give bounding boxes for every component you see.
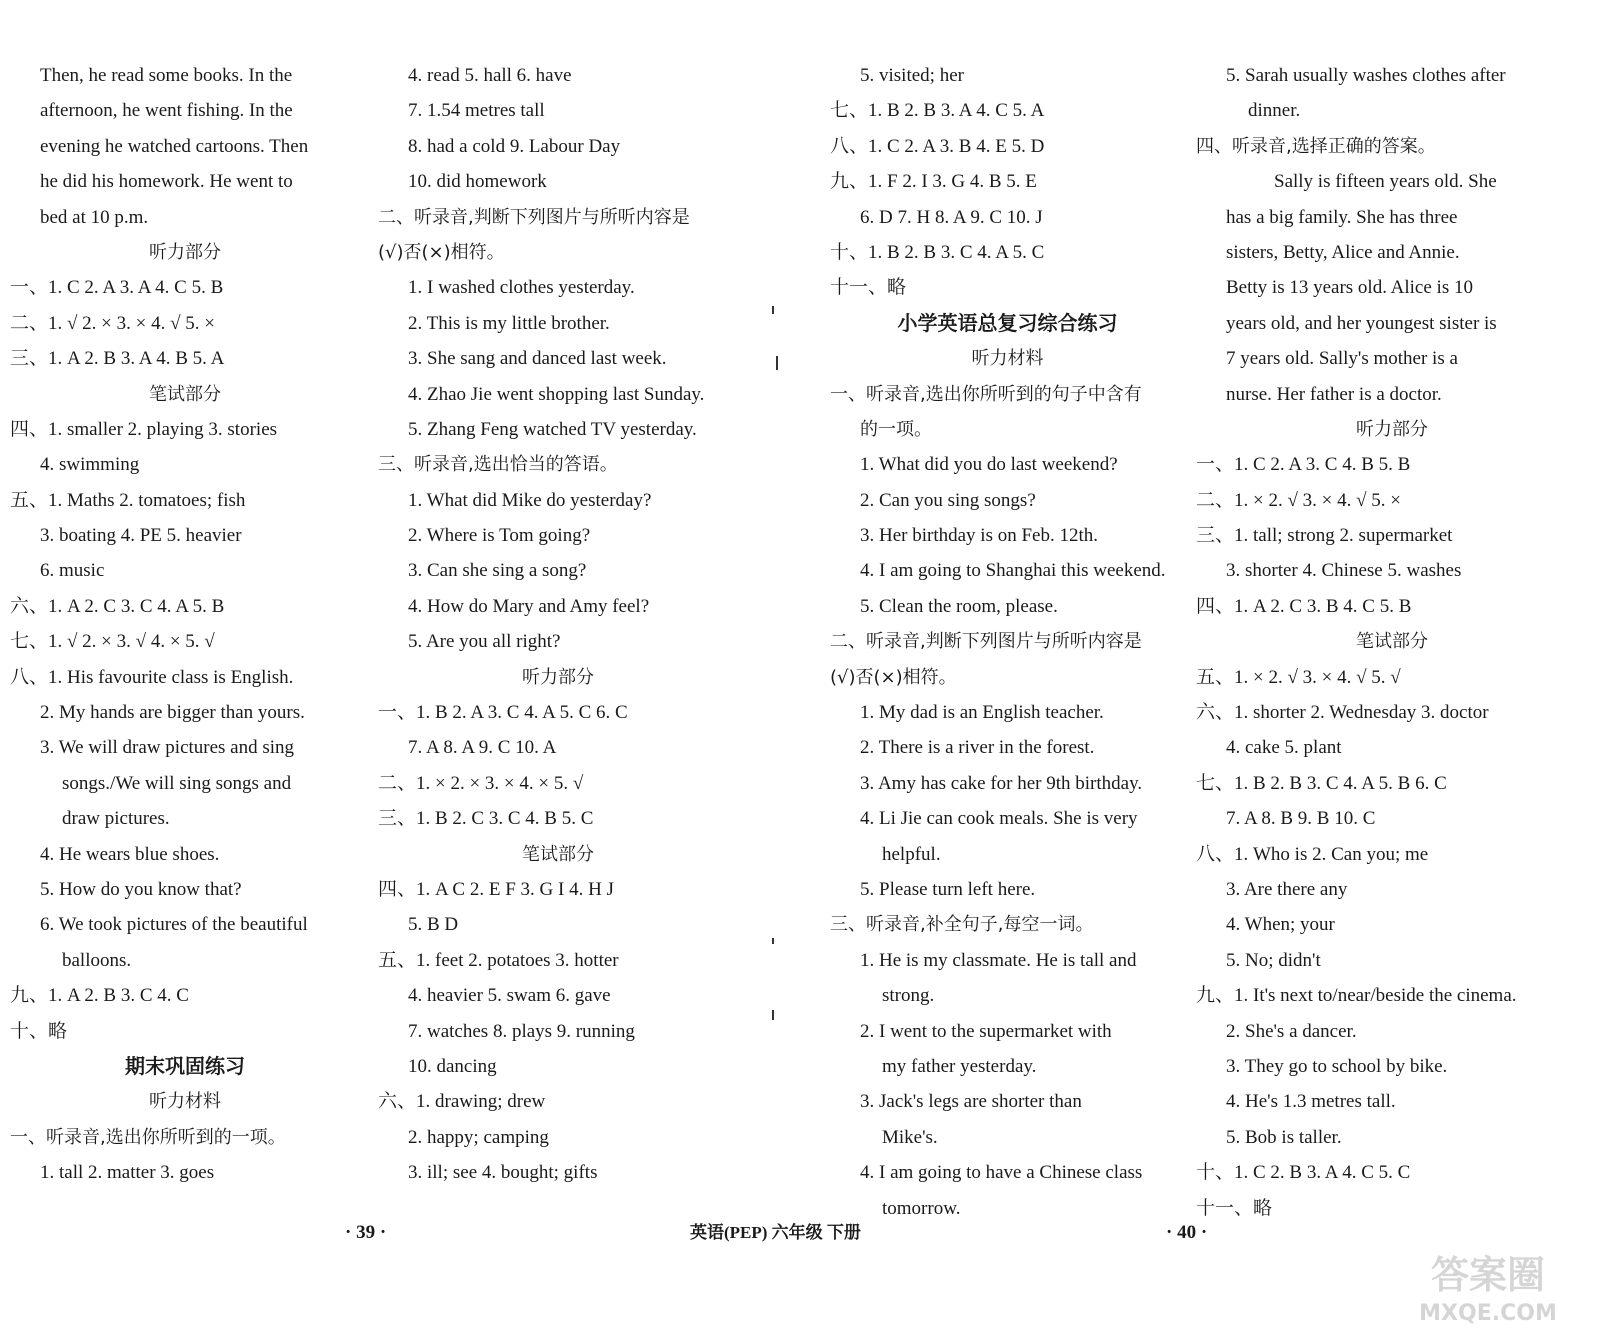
answer-line: 2. Where is Tom going? bbox=[408, 525, 591, 547]
svg-text:MXQE.COM: MXQE.COM bbox=[1419, 1301, 1557, 1326]
section-heading: 听力部分 bbox=[522, 666, 594, 688]
answer-line: 3. ill; see 4. bought; gifts bbox=[408, 1162, 598, 1184]
answer-line: has a big family. She has three bbox=[1226, 206, 1458, 228]
answer-line: 4. heavier 5. swam 6. gave bbox=[408, 985, 611, 1007]
answer-column-3 bbox=[830, 58, 1185, 1226]
question-instruction: 的一项。 bbox=[860, 418, 932, 440]
answer-line: 1. What did you do last weekend? bbox=[860, 454, 1118, 476]
margin-mark bbox=[772, 306, 774, 314]
watermark-logo bbox=[1393, 1246, 1583, 1326]
question-instruction: 二、听录音,判断下列图片与所听内容是 bbox=[830, 631, 1142, 653]
answer-line: 四、1. A 2. C 3. B 4. C 5. B bbox=[1196, 595, 1412, 617]
answer-line: draw pictures. bbox=[62, 808, 170, 830]
answer-line: 5. visited; her bbox=[860, 65, 964, 86]
section-heading: 听力部分 bbox=[149, 241, 221, 263]
answer-line: 3. Her birthday is on Feb. 12th. bbox=[860, 525, 1099, 547]
question-instruction: 一、听录音,选出你所听到的句子中含有 bbox=[830, 383, 1142, 405]
answer-line: 十、1. C 2. B 3. A 4. C 5. C bbox=[1196, 1162, 1411, 1184]
answer-line: Then, he read some books. In the bbox=[40, 65, 293, 86]
answer-line: 4. cake 5. plant bbox=[1226, 737, 1342, 759]
answer-line: 三、1. A 2. B 3. A 4. B 5. A bbox=[10, 348, 225, 370]
answer-line: 5. B D bbox=[408, 914, 459, 936]
answer-line: songs./We will sing songs and bbox=[62, 772, 292, 794]
answer-line: 二、1. × 2. √ 3. × 4. √ 5. × bbox=[1196, 489, 1402, 511]
answer-line: 8. had a cold 9. Labour Day bbox=[408, 135, 621, 157]
answer-line: 5. No; didn't bbox=[1226, 949, 1321, 971]
section-title: 期末巩固练习 bbox=[125, 1053, 245, 1078]
answer-line: 三、1. B 2. C 3. C 4. B 5. C bbox=[378, 808, 594, 830]
answer-line: 4. How do Mary and Amy feel? bbox=[408, 595, 650, 617]
answer-line: 四、1. smaller 2. playing 3. stories bbox=[10, 418, 278, 440]
answer-line: 一、1. B 2. A 3. C 4. A 5. C 6. C bbox=[378, 702, 628, 724]
answer-line: Sally is fifteen years old. She bbox=[1274, 171, 1497, 193]
answer-line: years old, and her youngest sister is bbox=[1226, 312, 1497, 334]
answer-column-4 bbox=[1196, 58, 1588, 1226]
margin-mark bbox=[772, 1010, 774, 1020]
answer-line: 3. Jack's legs are shorter than bbox=[860, 1091, 1082, 1113]
answer-line: 九、1. A 2. B 3. C 4. C bbox=[10, 985, 189, 1007]
question-instruction: (√)否(×)相符。 bbox=[830, 666, 957, 688]
answer-line: 1. What did Mike do yesterday? bbox=[408, 489, 652, 511]
answer-line: 六、1. drawing; drew bbox=[378, 1091, 546, 1113]
answer-line: tomorrow. bbox=[882, 1197, 961, 1219]
section-heading: 听力材料 bbox=[149, 1091, 221, 1113]
margin-mark bbox=[776, 356, 778, 370]
question-instruction: 三、听录音,选出恰当的答语。 bbox=[378, 454, 618, 476]
answer-line: 2. Can you sing songs? bbox=[860, 489, 1036, 511]
question-instruction: (√)否(×)相符。 bbox=[378, 241, 505, 263]
answer-line: 1. He is my classmate. He is tall and bbox=[860, 949, 1137, 971]
answer-line: 4. swimming bbox=[40, 454, 140, 476]
answer-line: 2. There is a river in the forest. bbox=[860, 737, 1095, 759]
answer-line: 7 years old. Sally's mother is a bbox=[1226, 348, 1458, 370]
answer-line: 十、1. B 2. B 3. C 4. A 5. C bbox=[830, 241, 1045, 263]
answer-line: 10. dancing bbox=[408, 1055, 497, 1077]
answer-line: 2. She's a dancer. bbox=[1226, 1020, 1357, 1042]
answer-column-2 bbox=[378, 58, 738, 1191]
answer-line: 七、1. B 2. B 3. C 4. A 5. B 6. C bbox=[1196, 772, 1447, 794]
svg-text:答案圈: 答案圈 bbox=[1430, 1253, 1546, 1297]
question-instruction: 三、听录音,补全句子,每空一词。 bbox=[830, 914, 1094, 936]
answer-line: 5. Clean the room, please. bbox=[860, 595, 1058, 617]
answer-line: sisters, Betty, Alice and Annie. bbox=[1226, 241, 1460, 263]
answer-line: 7. 1.54 metres tall bbox=[408, 100, 545, 122]
answer-line: 八、1. C 2. A 3. B 4. E 5. D bbox=[830, 135, 1045, 157]
answer-line: 三、1. tall; strong 2. supermarket bbox=[1196, 525, 1453, 547]
answer-line: 4. Zhao Jie went shopping last Sunday. bbox=[408, 383, 705, 405]
answer-column-1 bbox=[10, 58, 360, 1191]
answer-line: 十一、略 bbox=[830, 277, 907, 299]
answer-line: 2. My hands are bigger than yours. bbox=[40, 702, 305, 724]
page-number-left: · 39 · bbox=[345, 1222, 387, 1243]
answer-line: 5. Sarah usually washes clothes after bbox=[1226, 65, 1506, 86]
answer-line: 四、1. A C 2. E F 3. G I 4. H J bbox=[378, 878, 614, 900]
answer-line: 3. She sang and danced last week. bbox=[408, 348, 667, 370]
answer-line: 2. This is my little brother. bbox=[408, 312, 610, 334]
section-title: 小学英语总复习综合练习 bbox=[897, 310, 1118, 335]
answer-line: Betty is 13 years old. Alice is 10 bbox=[1226, 277, 1473, 299]
answer-line: evening he watched cartoons. Then bbox=[40, 135, 309, 157]
answer-line: 八、1. Who is 2. Can you; me bbox=[1196, 843, 1429, 865]
answer-line: 4. read 5. hall 6. have bbox=[408, 65, 572, 86]
book-title-footer: 英语(PEP) 六年级 下册 bbox=[690, 1223, 861, 1242]
answer-line: 1. I washed clothes yesterday. bbox=[408, 277, 635, 299]
answer-line: 2. I went to the supermarket with bbox=[860, 1020, 1112, 1042]
answer-line: dinner. bbox=[1248, 100, 1301, 122]
answer-line: 五、1. × 2. √ 3. × 4. √ 5. √ bbox=[1196, 666, 1401, 688]
answer-line: 五、1. Maths 2. tomatoes; fish bbox=[10, 489, 246, 511]
answer-line: 1. My dad is an English teacher. bbox=[860, 702, 1104, 724]
section-heading: 笔试部分 bbox=[522, 843, 594, 865]
answer-line: 九、1. It's next to/near/beside the cinema. bbox=[1196, 985, 1517, 1007]
answer-line: 4. I am going to have a Chinese class bbox=[860, 1162, 1143, 1184]
section-heading: 听力材料 bbox=[971, 348, 1044, 370]
answer-line: 五、1. feet 2. potatoes 3. hotter bbox=[378, 949, 619, 971]
answer-line: he did his homework. He went to bbox=[40, 171, 293, 193]
answer-line: 7. A 8. B 9. B 10. C bbox=[1226, 808, 1376, 830]
answer-line: 九、1. F 2. I 3. G 4. B 5. E bbox=[830, 171, 1037, 193]
answer-line: 6. music bbox=[40, 560, 105, 582]
answer-line: 一、1. C 2. A 3. A 4. C 5. B bbox=[10, 277, 224, 299]
answer-line: 十一、略 bbox=[1196, 1197, 1273, 1219]
answer-line: Mike's. bbox=[882, 1126, 938, 1148]
section-heading: 笔试部分 bbox=[149, 383, 221, 405]
answer-line: 10. did homework bbox=[408, 171, 547, 193]
answer-line: 4. He's 1.3 metres tall. bbox=[1226, 1091, 1396, 1113]
answer-line: 3. Are there any bbox=[1226, 878, 1348, 900]
answer-line: 5. Are you all right? bbox=[408, 631, 561, 653]
question-instruction: 一、听录音,选出你所听到的一项。 bbox=[10, 1126, 286, 1148]
answer-line: 7. A 8. A 9. C 10. A bbox=[408, 737, 557, 759]
answer-line: balloons. bbox=[62, 949, 132, 971]
answer-line: helpful. bbox=[882, 843, 941, 865]
answer-line: 5. Bob is taller. bbox=[1226, 1126, 1342, 1148]
answer-line: afternoon, he went fishing. In the bbox=[40, 100, 293, 122]
page-number-right: · 40 · bbox=[1166, 1222, 1208, 1243]
answer-line: 六、1. shorter 2. Wednesday 3. doctor bbox=[1196, 702, 1489, 724]
answer-line: 二、1. × 2. × 3. × 4. × 5. √ bbox=[378, 772, 584, 794]
section-heading: 笔试部分 bbox=[1356, 631, 1428, 653]
answer-line: 5. How do you know that? bbox=[40, 878, 242, 900]
answer-line: 5. Please turn left here. bbox=[860, 878, 1036, 900]
margin-mark bbox=[772, 938, 774, 944]
answer-line: 3. Amy has cake for her 9th birthday. bbox=[860, 772, 1143, 794]
answer-line: 3. boating 4. PE 5. heavier bbox=[40, 525, 242, 547]
answer-line: 八、1. His favourite class is English. bbox=[10, 666, 294, 688]
section-heading: 听力部分 bbox=[1356, 418, 1428, 440]
answer-line: 6. We took pictures of the beautiful bbox=[40, 914, 308, 936]
answer-line: 七、1. √ 2. × 3. √ 4. × 5. √ bbox=[10, 631, 215, 653]
answer-line: 一、1. C 2. A 3. C 4. B 5. B bbox=[1196, 454, 1411, 476]
answer-line: bed at 10 p.m. bbox=[40, 206, 149, 228]
answer-line: 3. We will draw pictures and sing bbox=[40, 737, 295, 759]
answer-line: 6. D 7. H 8. A 9. C 10. J bbox=[860, 206, 1043, 228]
answer-line: 5. Zhang Feng watched TV yesterday. bbox=[408, 418, 697, 440]
answer-line: nurse. Her father is a doctor. bbox=[1226, 383, 1442, 405]
answer-line: 3. Can she sing a song? bbox=[408, 560, 587, 582]
answer-line: 十、略 bbox=[10, 1020, 68, 1042]
answer-line: 二、1. √ 2. × 3. × 4. √ 5. × bbox=[10, 312, 216, 334]
answer-line: 4. Li Jie can cook meals. She is very bbox=[860, 808, 1138, 830]
answer-line: 七、1. B 2. B 3. A 4. C 5. A bbox=[830, 100, 1045, 122]
question-instruction: 四、听录音,选择正确的答案。 bbox=[1196, 135, 1436, 157]
answer-line: 4. He wears blue shoes. bbox=[40, 843, 220, 865]
answer-line: 7. watches 8. plays 9. running bbox=[408, 1020, 635, 1042]
answer-line: 3. shorter 4. Chinese 5. washes bbox=[1226, 560, 1462, 582]
answer-line: 4. When; your bbox=[1226, 914, 1335, 936]
answer-line: 1. tall 2. matter 3. goes bbox=[40, 1162, 215, 1184]
question-instruction: 二、听录音,判断下列图片与所听内容是 bbox=[378, 206, 690, 228]
answer-line: 2. happy; camping bbox=[408, 1126, 549, 1148]
answer-line: 4. I am going to Shanghai this weekend. bbox=[860, 560, 1166, 582]
answer-line: my father yesterday. bbox=[882, 1055, 1037, 1077]
answer-line: 3. They go to school by bike. bbox=[1226, 1055, 1448, 1077]
answer-line: strong. bbox=[882, 985, 935, 1007]
answer-line: 六、1. A 2. C 3. C 4. A 5. B bbox=[10, 595, 225, 617]
